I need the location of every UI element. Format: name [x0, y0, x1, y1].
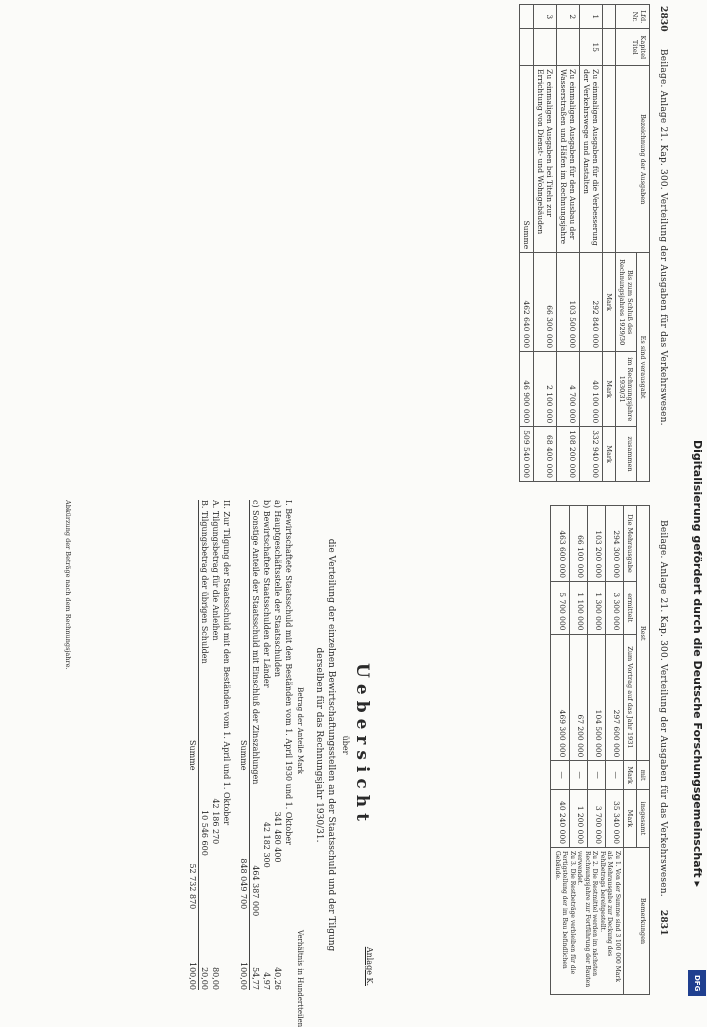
row-value-b: 1 100 000: [569, 582, 587, 634]
sum-value-d: —: [551, 761, 569, 790]
footnote: Abkürzung der Beträge nach dem Rechnungsjahre.: [64, 500, 72, 670]
row-value-a: 292 840 000: [580, 253, 603, 352]
row-value-d: —: [605, 761, 623, 790]
sum-value-e: 40 240 000: [551, 789, 569, 847]
row-value-e: 35 340 000: [605, 789, 623, 847]
row-value-c: 297 600 000: [605, 634, 623, 761]
col-amount-header: Betrag der Anteile Mark: [296, 687, 304, 774]
row-value-e: 3 700 000: [587, 789, 605, 847]
section-1-heading: I. Bewirtschaftete Staatsschuld mit den Beständen vom 1. April 1930 und 1. Oktober: [284, 500, 293, 845]
sum-value-b: 5 700 000: [551, 582, 569, 634]
col-header-kap: Kapitel Titel: [616, 29, 650, 66]
sum-value-a: 463 600 000: [551, 506, 569, 582]
sum-label: Summe: [520, 66, 534, 253]
uebersicht-heading: die Verteilung der einzelnen Bewirtschaftungsstellen an der Staatsschuld und der Tilgung derselben für das Rechnungsjahr 1930/31.: [314, 538, 336, 952]
item-label: a) Hauptgeschäftsstelle der Staatsschulden: [273, 500, 282, 677]
total-amount: 848 049 700: [239, 858, 248, 910]
total-line: [187, 500, 199, 990]
remark: Zu 3. Die Restbeträge verbleiben für die Fertigstellung der im Bau befindlichen Gebäude.: [554, 851, 576, 975]
item-percent: 20,00: [200, 967, 209, 990]
total-percent: 100,00: [188, 961, 197, 990]
item-amount: 10 546 600: [200, 810, 209, 856]
row-text: Zu einmaligen Ausgaben für den Ausbau der Wasserstraßen und Häfen im Rechnungsjahre: [557, 66, 580, 253]
dfg-credit-strip: [688, 440, 706, 995]
row-text: Zu einmaligen Ausgaben für die Verbesserung der Verkehrswege und Anstalten: [580, 66, 603, 253]
total-line: [238, 500, 250, 990]
col-header-mit: mit: [637, 761, 650, 790]
anlage-label: Anlage K.: [365, 946, 374, 986]
item-label: c) Sonstige Anteile der Staatsschuld mit Einschluß der Zinszahlungen: [251, 500, 260, 785]
sum-value-b: 46 900 000: [520, 352, 534, 427]
uebersicht-lines: [187, 500, 305, 1027]
row-value-c: 68 400 000: [534, 427, 557, 482]
item-percent: 54,77: [251, 967, 260, 990]
right-page-header: [658, 520, 668, 950]
list-item: [272, 500, 283, 990]
col-header-total: insgesamt: [637, 789, 650, 847]
expense-table-right: [551, 505, 651, 995]
table-row: [557, 5, 580, 482]
total-percent: 100,00: [239, 961, 248, 990]
right-page-title: Beilage. Anlage 21. Kap. 300. Verteilung der Ausgaben für das Verkehrswesen.: [658, 520, 668, 897]
table-row: [534, 5, 557, 482]
col-header-group: Es sind verausgabt: [637, 253, 650, 482]
row-value-a: 66 100 000: [569, 506, 587, 582]
uebersicht-subtitle: über: [341, 735, 350, 755]
col-header-remarks: Bemerkungen: [624, 848, 650, 995]
item-percent: 80,00: [211, 967, 220, 990]
unit-label: Mark: [624, 761, 637, 790]
row-text: Zu einmaligen Ausgaben bei Titeln zur Errichtung von Dienst- und Wohngebäuden: [534, 66, 557, 253]
unit-label: Mark: [624, 789, 637, 847]
remarks-cell: [551, 848, 624, 995]
uebersicht-section: [187, 500, 374, 1027]
row-nr: 2: [557, 5, 580, 29]
rotated-document: [12, 0, 672, 1027]
list-item: [199, 500, 210, 990]
row-value-a: 103 200 000: [587, 506, 605, 582]
row-nr: 1: [580, 5, 603, 29]
item-percent: 40,26: [273, 967, 282, 990]
section-2-heading: II. Zur Tilgung der Staatsschuld mit den Beständen vom 1. April und 1. Oktober: [222, 500, 231, 826]
row-value-c: 108 200 000: [557, 427, 580, 482]
col-header-mehr: Die Mehrausgabe: [624, 506, 637, 582]
row-value-c: 104 500 000: [587, 634, 605, 761]
row-value-b: 40 100 000: [580, 352, 603, 427]
uebersicht-title: Uebersicht: [352, 663, 372, 827]
col-percent-header: Verhältnis in Hundertteilen: [296, 930, 304, 1027]
item-label: b) Bewirtschaftete Staatsschulden der Länder: [262, 500, 271, 688]
row-value-c: 67 200 000: [569, 634, 587, 761]
unit-label: Mark: [603, 253, 616, 352]
col-header-b: im Rechnungsjahre 1930/31: [616, 352, 637, 427]
item-amount: 42 182 300: [262, 821, 271, 868]
sum-value-a: 462 640 000: [520, 253, 534, 352]
item-amount: 341 480 400: [273, 811, 282, 863]
column-headers: [294, 500, 305, 1027]
remark: Zu 2. Die Restmittel werden im nächsten Rechnungsjahre zur Fortführung der Bauten verwendet.: [576, 851, 599, 988]
col-header-c: zusammen: [616, 427, 637, 482]
row-value-b: 3 300 000: [605, 582, 623, 634]
expense-table-left: [519, 4, 650, 482]
row-value-b: 1 300 000: [587, 582, 605, 634]
unit-label: Mark: [603, 427, 616, 482]
col-header-nr: Lfd. Nr.: [616, 5, 650, 29]
row-value-b: 2 100 000: [534, 352, 557, 427]
row-value-a: 103 500 000: [557, 253, 580, 352]
row-value-c: 332 940 000: [580, 427, 603, 482]
left-page-number: 2830: [658, 6, 668, 32]
row-nr: 3: [534, 5, 557, 29]
left-page-header: [658, 6, 668, 426]
item-amount: 464 387 000: [251, 865, 260, 917]
left-page-title: Beilage. Anlage 21. Kap. 300. Verteilung der Ausgaben für das Verkehrswesen.: [658, 48, 668, 426]
row-kap: [557, 29, 580, 66]
total-label: Summe: [188, 740, 197, 771]
table-row: [580, 5, 603, 482]
col-header-vortrag: Zum Vortrag auf das Jahr 1931: [624, 634, 637, 761]
dfg-logo: DFG: [688, 970, 706, 996]
right-page-number: 2831: [658, 909, 668, 936]
row-kap: [534, 29, 557, 66]
col-header-a: Bis zum Schluß des Rechnungsjahres 1929/30: [616, 253, 637, 352]
list-item: [250, 500, 261, 990]
list-item: [210, 500, 221, 990]
col-header-ermittelt: ermittelt: [624, 582, 637, 634]
table-row: [605, 506, 623, 995]
row-value-d: —: [587, 761, 605, 790]
col-header-text: Bezeichnung der Ausgaben: [616, 66, 650, 253]
item-label: B. Tilgungsbetrag der übrigen Schulden: [200, 500, 209, 664]
row-value-a: 294 300 000: [605, 506, 623, 582]
total-label: Summe: [239, 740, 248, 771]
row-value-b: 4 700 000: [557, 352, 580, 427]
row-kap: 15: [580, 29, 603, 66]
dfg-credit-text: Digitalisierung gefördert durch die Deutsche Forschungsgemeinschaft ▸: [691, 440, 704, 888]
remark: Zu 1. Von der Summe sind 3 100 000 Mark als Mehrausgabe zur Deckung des Fehlbetrags bereitgestellt.: [599, 851, 621, 982]
row-value-e: 1 200 000: [569, 789, 587, 847]
item-percent: 4,97: [262, 972, 271, 990]
sum-row: [520, 5, 534, 482]
sum-value-c: 469 300 000: [551, 634, 569, 761]
total-amount: 52 732 870: [188, 863, 197, 910]
row-value-d: —: [569, 761, 587, 790]
row-value-a: 66 300 000: [534, 253, 557, 352]
item-label: A. Tilgungsbetrag für die Anleihen: [211, 500, 220, 641]
col-header-group: Rest: [637, 506, 650, 761]
sum-value-c: 509 540 000: [520, 427, 534, 482]
item-amount: 42 186 270: [211, 798, 220, 845]
unit-label: Mark: [603, 352, 616, 427]
list-item: [261, 500, 272, 990]
